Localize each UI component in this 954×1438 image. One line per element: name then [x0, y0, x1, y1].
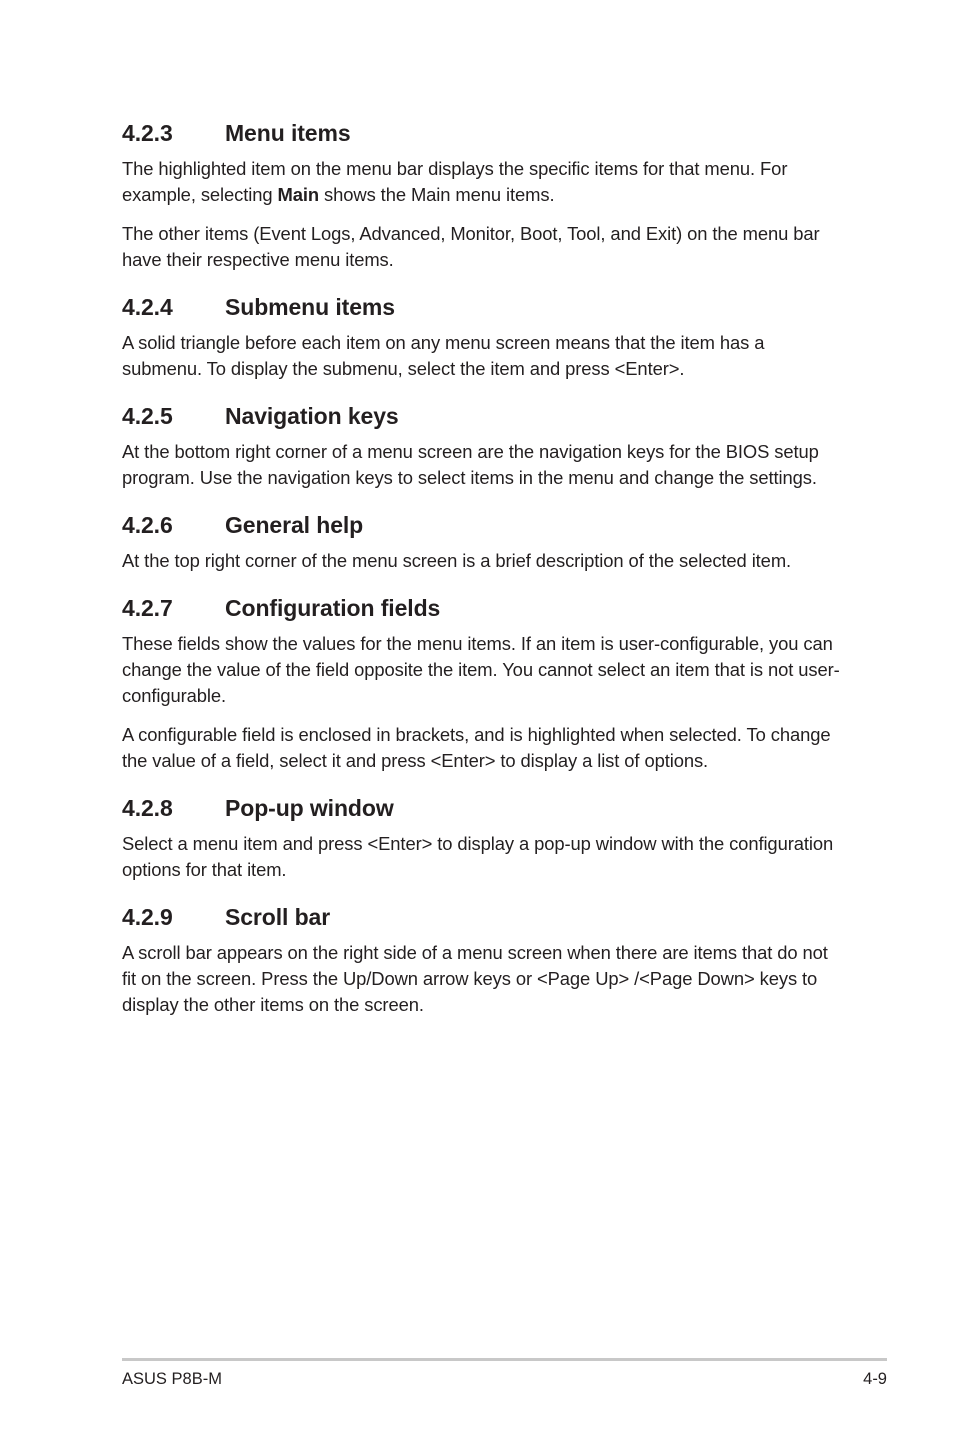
section-configuration-fields	[122, 591, 842, 774]
section-number: 4.2.6	[122, 512, 173, 538]
section-title: Submenu items	[225, 294, 395, 320]
section-general-help	[122, 508, 842, 574]
paragraph: A solid triangle before each item on any menu screen means that the item has a submenu. To display the submenu, select the item and press <Enter>.	[122, 332, 765, 379]
section-heading	[122, 399, 842, 433]
paragraph: These fields show the values for the menu items. If an item is user-configurable, you can change the value of the field opposite the item. You cannot select an item that is not user-configurable.	[122, 633, 840, 706]
paragraph: Select a menu item and press <Enter> to display a pop-up window with the configuration options for that item.	[122, 833, 834, 880]
section-number: 4.2.3	[122, 120, 173, 146]
section-title: Menu items	[225, 120, 351, 146]
paragraph: The other items (Event Logs, Advanced, Monitor, Boot, Tool, and Exit) on the menu bar have their respective menu items.	[122, 223, 820, 270]
paragraph-text: shows the Main menu items.	[319, 184, 555, 205]
section-heading	[122, 290, 842, 324]
section-pop-up-window	[122, 791, 842, 883]
section-title: Scroll bar	[225, 904, 331, 930]
section-heading	[122, 591, 842, 625]
section-navigation-keys	[122, 399, 842, 491]
paragraph-text: The highlighted item on the menu bar displays the specific items for that menu. For example, selecting	[122, 158, 788, 205]
section-number: 4.2.8	[122, 795, 173, 821]
section-title: Configuration fields	[225, 595, 441, 621]
section-number: 4.2.4	[122, 294, 173, 320]
section-heading	[122, 791, 842, 825]
footer-divider	[122, 1358, 887, 1361]
bold-term-main: Main	[277, 184, 320, 205]
section-heading	[122, 116, 842, 150]
section-number: 4.2.7	[122, 595, 173, 621]
section-heading	[122, 508, 842, 542]
section-number: 4.2.9	[122, 904, 173, 930]
section-scroll-bar	[122, 900, 842, 1018]
section-submenu-items	[122, 290, 842, 382]
section-number: 4.2.5	[122, 403, 173, 429]
footer-page-number: 4-9	[863, 1370, 887, 1388]
footer-product-name: ASUS P8B-M	[122, 1370, 222, 1388]
paragraph: At the top right corner of the menu screen is a brief description of the selected item.	[122, 550, 792, 571]
paragraph	[122, 156, 842, 208]
section-title: Pop-up window	[225, 795, 394, 821]
section-heading	[122, 900, 842, 934]
section-title: Navigation keys	[225, 403, 399, 429]
section-title: General help	[225, 512, 364, 538]
page-content	[122, 116, 842, 1018]
paragraph: At the bottom right corner of a menu screen are the navigation keys for the BIOS setup program. Use the navigation keys to select items in the menu and change the settings.	[122, 441, 819, 488]
paragraph: A configurable field is enclosed in brackets, and is highlighted when selected. To change the value of a field, select it and press <Enter> to display a list of options.	[122, 724, 831, 771]
section-menu-items	[122, 116, 842, 273]
paragraph: A scroll bar appears on the right side of a menu screen when there are items that do not fit on the screen. Press the Up/Down arrow keys or <Page Up> /<Page Down> keys to display the other items on the screen.	[122, 942, 828, 1015]
